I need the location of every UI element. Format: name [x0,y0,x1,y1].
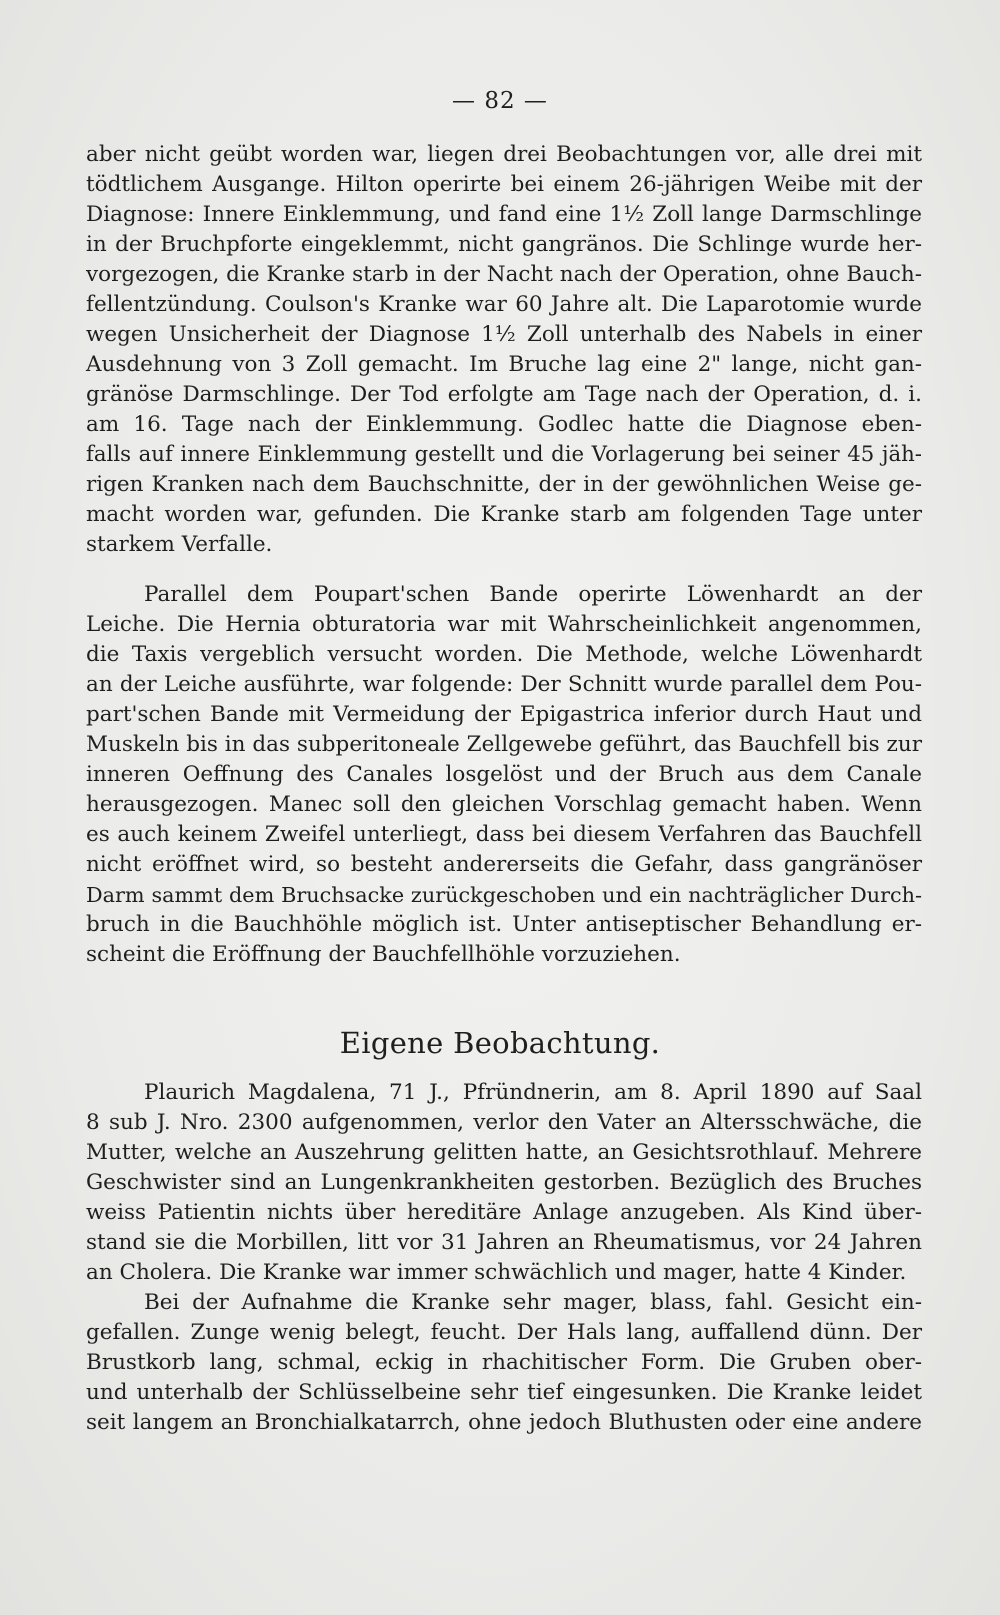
text-line: die Taxis vergeblich versucht worden. Die Methode, welche Löwenhardt [86,642,922,667]
text-line: rigen Kranken nach dem Bauchschnitte, der in der gewöhnlichen Weise ge- [86,472,922,497]
text-line: vorgezogen, die Kranke starb in der Nacht nach der Operation, ohne Bauch- [86,262,922,287]
text-line: Ausdehnung von 3 Zoll gemacht. Im Bruche lag eine 2" lange, nicht gan- [86,352,922,377]
text-line: falls auf innere Einklemmung gestellt und die Vorlagerung bei seiner 45 jäh- [86,442,922,467]
text-line: herausgezogen. Manec soll den gleichen Vorschlag gemacht haben. Wenn [86,792,922,817]
paragraph-admission-status [86,1288,922,1438]
text-line: Bei der Aufnahme die Kranke sehr mager, blass, fahl. Gesicht ein- [144,1290,922,1315]
text-line: an Cholera. Die Kranke war immer schwächlich und mager, hatte 4 Kinder. [86,1260,907,1285]
text-line: scheint die Eröffnung der Bauchfellhöhle vorzuziehen. [86,942,681,967]
text-line: an der Leiche ausführte, war folgende: Der Schnitt wurde parallel dem Pou- [86,672,922,697]
text-line: weiss Patientin nichts über hereditäre Anlage anzugeben. Als Kind über- [86,1200,922,1225]
text-line: es auch keinem Zweifel unterliegt, dass bei diesem Verfahren das Bauchfell [86,822,922,847]
text-line: Brustkorb lang, schmal, eckig in rhachitischer Form. Die Gruben ober- [86,1350,922,1375]
text-line: Mutter, welche an Auszehrung gelitten hatte, an Gesichtsrothlauf. Mehrere [86,1140,922,1165]
text-line: Geschwister sind an Lungenkrankheiten gestorben. Bezüglich des Bruches [86,1170,922,1195]
section-heading: Eigene Beobachtung. [339,1026,661,1060]
text-line: macht worden war, gefunden. Die Kranke starb am folgenden Tage unter [86,502,922,527]
text-line: Muskeln bis in das subperitoneale Zellgewebe geführt, das Bauchfell bis zur [86,732,922,757]
text-line: Parallel dem Poupart'schen Bande operirte Löwenhardt an der [144,582,922,607]
text-line: fellentzündung. Coulson's Kranke war 60 Jahre alt. Die Laparotomie wurde [86,292,922,317]
text-line: seit langem an Bronchialkatarrch, ohne jedoch Bluthusten oder eine andere [86,1410,922,1435]
text-line: aber nicht geübt worden war, liegen drei Beobachtungen vor, alle drei mit [86,142,922,167]
text-line: und unterhalb der Schlüsselbeine sehr tief eingesunken. Die Kranke leidet [86,1380,922,1405]
text-line: gefallen. Zunge wenig belegt, feucht. Der Hals lang, auffallend dünn. Der [86,1320,922,1345]
text-line: Diagnose: Innere Einklemmung, und fand eine 1½ Zoll lange Darmschlinge [86,202,922,227]
text-line: part'schen Bande mit Vermeidung der Epigastrica inferior durch Haut und [86,702,922,727]
text-line: tödtlichem Ausgange. Hilton operirte bei einem 26-jährigen Weibe mit der [86,172,922,197]
text-line: in der Bruchpforte eingeklemmt, nicht gangränos. Die Schlinge wurde her- [86,232,922,257]
text-line: am 16. Tage nach der Einklemmung. Godlec hatte die Diagnose eben- [86,412,922,437]
paragraph-case-reports [86,140,922,560]
text-line: starkem Verfalle. [86,532,273,557]
text-line: gränöse Darmschlinge. Der Tod erfolgte am Tage nach der Operation, d. i. [86,382,922,407]
text-line: nicht eröffnet wird, so besteht andererseits die Gefahr, dass gangränöser [86,852,922,877]
text-line: Darm sammt dem Bruchsacke zurückgeschoben und ein nachträglicher Durch- [86,883,922,907]
text-line: stand sie die Morbillen, litt vor 31 Jahren an Rheumatismus, vor 24 Jahren [86,1230,922,1255]
text-line: Plaurich Magdalena, 71 J., Pfründnerin, am 8. April 1890 auf Saal [144,1080,922,1105]
page-number: — 82 — [452,88,548,114]
text-line: 8 sub J. Nro. 2300 aufgenommen, verlor den Vater an Altersschwäche, die [86,1110,922,1135]
paragraph-patient-history [86,1078,922,1288]
text-line: wegen Unsicherheit der Diagnose 1½ Zoll unterhalb des Nabels in einer [86,322,922,347]
text-line: inneren Oeffnung des Canales losgelöst und der Bruch aus dem Canale [86,762,922,787]
text-line: Leiche. Die Hernia obturatoria war mit Wahrscheinlichkeit angenommen, [86,612,922,637]
text-line: bruch in die Bauchhöhle möglich ist. Unter antiseptischer Behandlung er- [86,912,922,937]
paragraph-loewenhardt-method [86,580,922,970]
